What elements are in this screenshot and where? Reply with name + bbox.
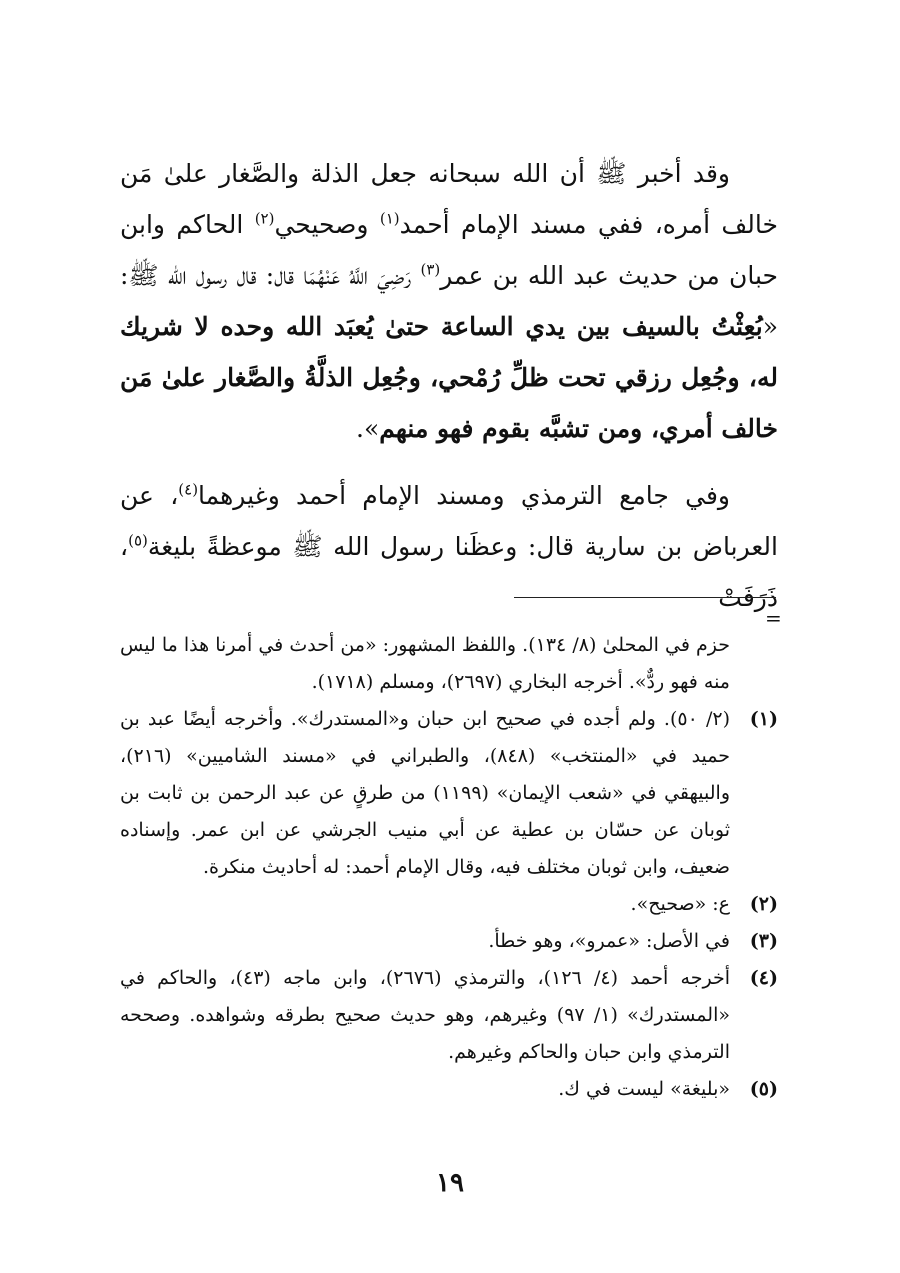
footnote-4 — [120, 960, 778, 1071]
p1-text-b: وصحيحي — [274, 210, 380, 239]
p1-text-c: الحاكم وابن حبان من حديث عبد الله بن عمر — [120, 210, 778, 290]
main-text — [120, 148, 778, 623]
hadith-text: بُعِثْتُ بالسيف بين يدي الساعة حتىٰ يُعبَد الله وحده لا شريك له، وجُعِل رزقي تحت ظلِّ رُمْحي، وجُعِل الذلَّةُ والصَّغار علىٰ مَن خالف أمري، ومن تشبَّه بقوم فهو منهم — [120, 312, 778, 443]
main-paragraph-1 — [120, 148, 778, 454]
footnote-continuation: حزم في المحلىٰ (٨/ ١٣٤). واللفظ المشهور: «من أحدث في أمرنا هذا ما ليس منه فهو ردٌّ». أخرجه البخاري (٢٦٩٧)، ومسلم (١٧١٨). — [120, 634, 730, 693]
footnote-number: (١) — [749, 708, 778, 730]
footnote-ref-5: (٥) — [128, 531, 148, 550]
p2-text-b: ، عن العرباض بن سارية قال: وعظَنا رسول الله ﷺ موعظةً بليغة — [120, 481, 778, 561]
footnote-ref-4: (٤) — [178, 480, 199, 499]
footnote-number: (٣) — [749, 930, 778, 952]
p1-text-d: رَضِيَ اللَّهُ عَنْهُمَا قال: قال رسول الله ﷺ: « — [120, 261, 778, 341]
footnote-text: (٢/ ٥٠). ولم أجده في صحيح ابن حبان و«المستدرك». وأخرجه أيضًا عبد بن حميد في «المنتخب» (٨٤٨)، والطبراني في «مسند الشاميين» (٢١٦)، والبيهقي في «شعب الإيمان» (١١٩٩) من طرقٍ عن عبد الرحمن بن ثابت بن ثوبان عن حسّان بن عطية عن أبي منيب الجرشي عن ابن عمر. وإسناده ضعيف، وابن ثوبان مختلف فيه، وقال الإمام أحمد: له أحاديث منكرة. — [120, 708, 731, 878]
footnote-1 — [120, 701, 778, 886]
footnote-number: (٤) — [749, 967, 778, 989]
footnote-3 — [120, 923, 778, 960]
footnote-ref-3: (٣) — [420, 260, 441, 279]
footnote-text: ع: «صحيح». — [630, 893, 730, 915]
page-number: ١٩ — [436, 1168, 464, 1198]
footnote-number: (٢) — [749, 893, 778, 915]
footnote-text: في الأصل: «عمرو»، وهو خطأ. — [488, 930, 730, 952]
footnote-number: (٥) — [749, 1078, 778, 1100]
footnote-ref-1: (١) — [379, 209, 400, 228]
main-paragraph-2 — [120, 470, 778, 623]
footnotes-section — [120, 627, 778, 1108]
footnote-ref-2: (٢) — [254, 209, 275, 228]
footnote-text: أخرجه أحمد (٤/ ١٢٦)، والترمذي (٢٦٧٦)، وابن ماجه (٤٣)، والحاكم في «المستدرك» (١/ ٩٧) وغيرهم، وهو حديث صحيح بطرقه وشواهده. وصححه الترمذي وابن حبان والحاكم وغيرهم. — [120, 967, 730, 1063]
footnote-text: «بليغة» ليست في ك. — [558, 1078, 730, 1100]
footnote-2 — [120, 886, 778, 923]
continuation-mark: = — [765, 606, 782, 630]
p1-text-end: ». — [356, 414, 380, 443]
p1-text-a: وقد أخبر ﷺ أن الله سبحانه جعل الذلة والصَّغار علىٰ مَن خالف أمره، ففي مسند الإمام أحمد — [120, 159, 778, 239]
footnote-5 — [120, 1071, 778, 1108]
p2-text-c: ، ذَرَفَتْ — [120, 532, 778, 612]
footnote-divider — [514, 597, 776, 598]
p2-text-a: وفي جامع الترمذي ومسند الإمام أحمد وغيرهما — [198, 481, 730, 510]
